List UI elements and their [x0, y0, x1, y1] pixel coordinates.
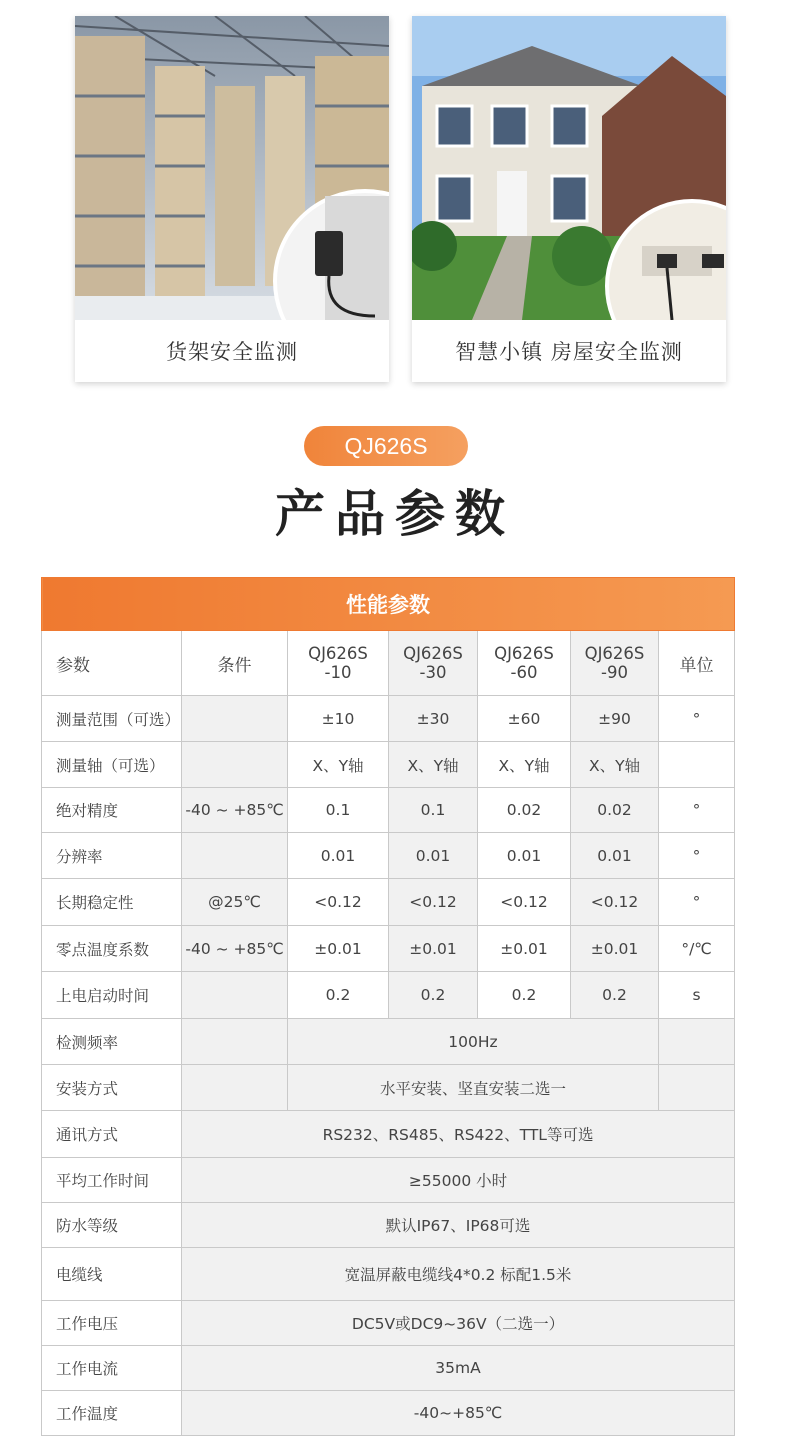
value-cell: ±30 — [389, 696, 478, 742]
header-model: QJ626S -30 — [389, 631, 478, 696]
table-row — [42, 1065, 735, 1111]
unit-cell — [659, 1065, 735, 1111]
header-model: QJ626S -10 — [288, 631, 389, 696]
table-row — [42, 742, 735, 788]
value-cell: 宽温屏蔽电缆线4*0.2 标配1.5米 — [182, 1248, 735, 1301]
header-model: QJ626S -60 — [478, 631, 571, 696]
table-row — [42, 1158, 735, 1203]
value-cell: 0.2 — [389, 972, 478, 1019]
condition-cell — [182, 833, 288, 879]
condition-cell — [182, 1019, 288, 1065]
value-cell: -40~+85℃ — [182, 1391, 735, 1436]
scene-card-warehouse — [75, 16, 389, 382]
param-cell: 工作电压 — [42, 1301, 182, 1346]
value-cell: 0.01 — [478, 833, 571, 879]
table-row — [42, 1248, 735, 1301]
unit-cell: °/℃ — [659, 926, 735, 972]
value-cell: <0.12 — [571, 879, 659, 926]
unit-cell: s — [659, 972, 735, 1019]
condition-cell — [182, 972, 288, 1019]
condition-cell — [182, 1065, 288, 1111]
condition-cell: @25℃ — [182, 879, 288, 926]
table-row — [42, 1346, 735, 1391]
value-cell: 0.01 — [389, 833, 478, 879]
value-cell: X、Y轴 — [389, 742, 478, 788]
spec-table — [41, 577, 735, 1436]
param-cell: 电缆线 — [42, 1248, 182, 1301]
value-cell: X、Y轴 — [478, 742, 571, 788]
table-row — [42, 788, 735, 833]
table-row — [42, 972, 735, 1019]
unit-cell: ° — [659, 788, 735, 833]
header-model: QJ626S -90 — [571, 631, 659, 696]
value-cell: 0.1 — [288, 788, 389, 833]
unit-cell — [659, 742, 735, 788]
table-title-row — [42, 578, 735, 631]
param-cell: 测量轴（可选） — [42, 742, 182, 788]
table-row — [42, 1301, 735, 1346]
table-row — [42, 1019, 735, 1065]
value-cell: 0.02 — [571, 788, 659, 833]
param-cell: 平均工作时间 — [42, 1158, 182, 1203]
value-cell: ≥55000 小时 — [182, 1158, 735, 1203]
value-cell: 0.01 — [288, 833, 389, 879]
value-cell: 100Hz — [288, 1019, 659, 1065]
condition-cell — [182, 696, 288, 742]
value-cell: X、Y轴 — [571, 742, 659, 788]
value-cell: <0.12 — [288, 879, 389, 926]
param-cell: 防水等级 — [42, 1203, 182, 1248]
header-param: 参数 — [42, 631, 182, 696]
table-row — [42, 1111, 735, 1158]
param-cell: 检测频率 — [42, 1019, 182, 1065]
table-row — [42, 833, 735, 879]
value-cell: 0.01 — [571, 833, 659, 879]
value-cell: <0.12 — [478, 879, 571, 926]
table-row — [42, 696, 735, 742]
value-cell: RS232、RS485、RS422、TTL等可选 — [182, 1111, 735, 1158]
value-cell: 0.1 — [389, 788, 478, 833]
value-cell: ±0.01 — [288, 926, 389, 972]
param-cell: 零点温度系数 — [42, 926, 182, 972]
table-row — [42, 879, 735, 926]
value-cell: ±10 — [288, 696, 389, 742]
table-row — [42, 1203, 735, 1248]
param-cell: 通讯方式 — [42, 1111, 182, 1158]
house-photo — [412, 16, 726, 320]
param-cell: 工作温度 — [42, 1391, 182, 1436]
value-cell: 0.2 — [478, 972, 571, 1019]
value-cell: ±0.01 — [571, 926, 659, 972]
table-row — [42, 926, 735, 972]
value-cell: 0.02 — [478, 788, 571, 833]
value-cell: X、Y轴 — [288, 742, 389, 788]
section-title: 产品参数 — [275, 484, 515, 543]
unit-cell: ° — [659, 833, 735, 879]
param-cell: 绝对精度 — [42, 788, 182, 833]
param-cell: 安装方式 — [42, 1065, 182, 1111]
value-cell: 35mA — [182, 1346, 735, 1391]
model-badge: QJ626S — [304, 426, 468, 466]
header-condition: 条件 — [182, 631, 288, 696]
value-cell: ±60 — [478, 696, 571, 742]
value-cell: DC5V或DC9~36V（二选一） — [182, 1301, 735, 1346]
param-cell: 工作电流 — [42, 1346, 182, 1391]
warehouse-photo — [75, 16, 389, 320]
param-cell: 分辨率 — [42, 833, 182, 879]
table-row — [42, 1391, 735, 1436]
unit-cell: ° — [659, 879, 735, 926]
value-cell: 水平安装、坚直安装二选一 — [288, 1065, 659, 1111]
table-title: 性能参数 — [42, 578, 735, 631]
value-cell: ±90 — [571, 696, 659, 742]
value-cell: ±0.01 — [389, 926, 478, 972]
condition-cell: -40 ~ +85℃ — [182, 788, 288, 833]
param-cell: 长期稳定性 — [42, 879, 182, 926]
param-cell: 上电启动时间 — [42, 972, 182, 1019]
value-cell: <0.12 — [389, 879, 478, 926]
value-cell: 默认IP67、IP68可选 — [182, 1203, 735, 1248]
value-cell: ±0.01 — [478, 926, 571, 972]
value-cell: 0.2 — [288, 972, 389, 1019]
condition-cell — [182, 742, 288, 788]
value-cell: 0.2 — [571, 972, 659, 1019]
param-cell: 测量范围（可选） — [42, 696, 182, 742]
unit-cell: ° — [659, 696, 735, 742]
unit-cell — [659, 1019, 735, 1065]
scene-card-house — [412, 16, 726, 382]
scene-caption: 货架安全监测 — [166, 340, 298, 364]
header-unit: 单位 — [659, 631, 735, 696]
table-header-row — [42, 631, 735, 696]
scene-caption: 智慧小镇 房屋安全监测 — [455, 340, 683, 364]
condition-cell: -40 ~ +85℃ — [182, 926, 288, 972]
